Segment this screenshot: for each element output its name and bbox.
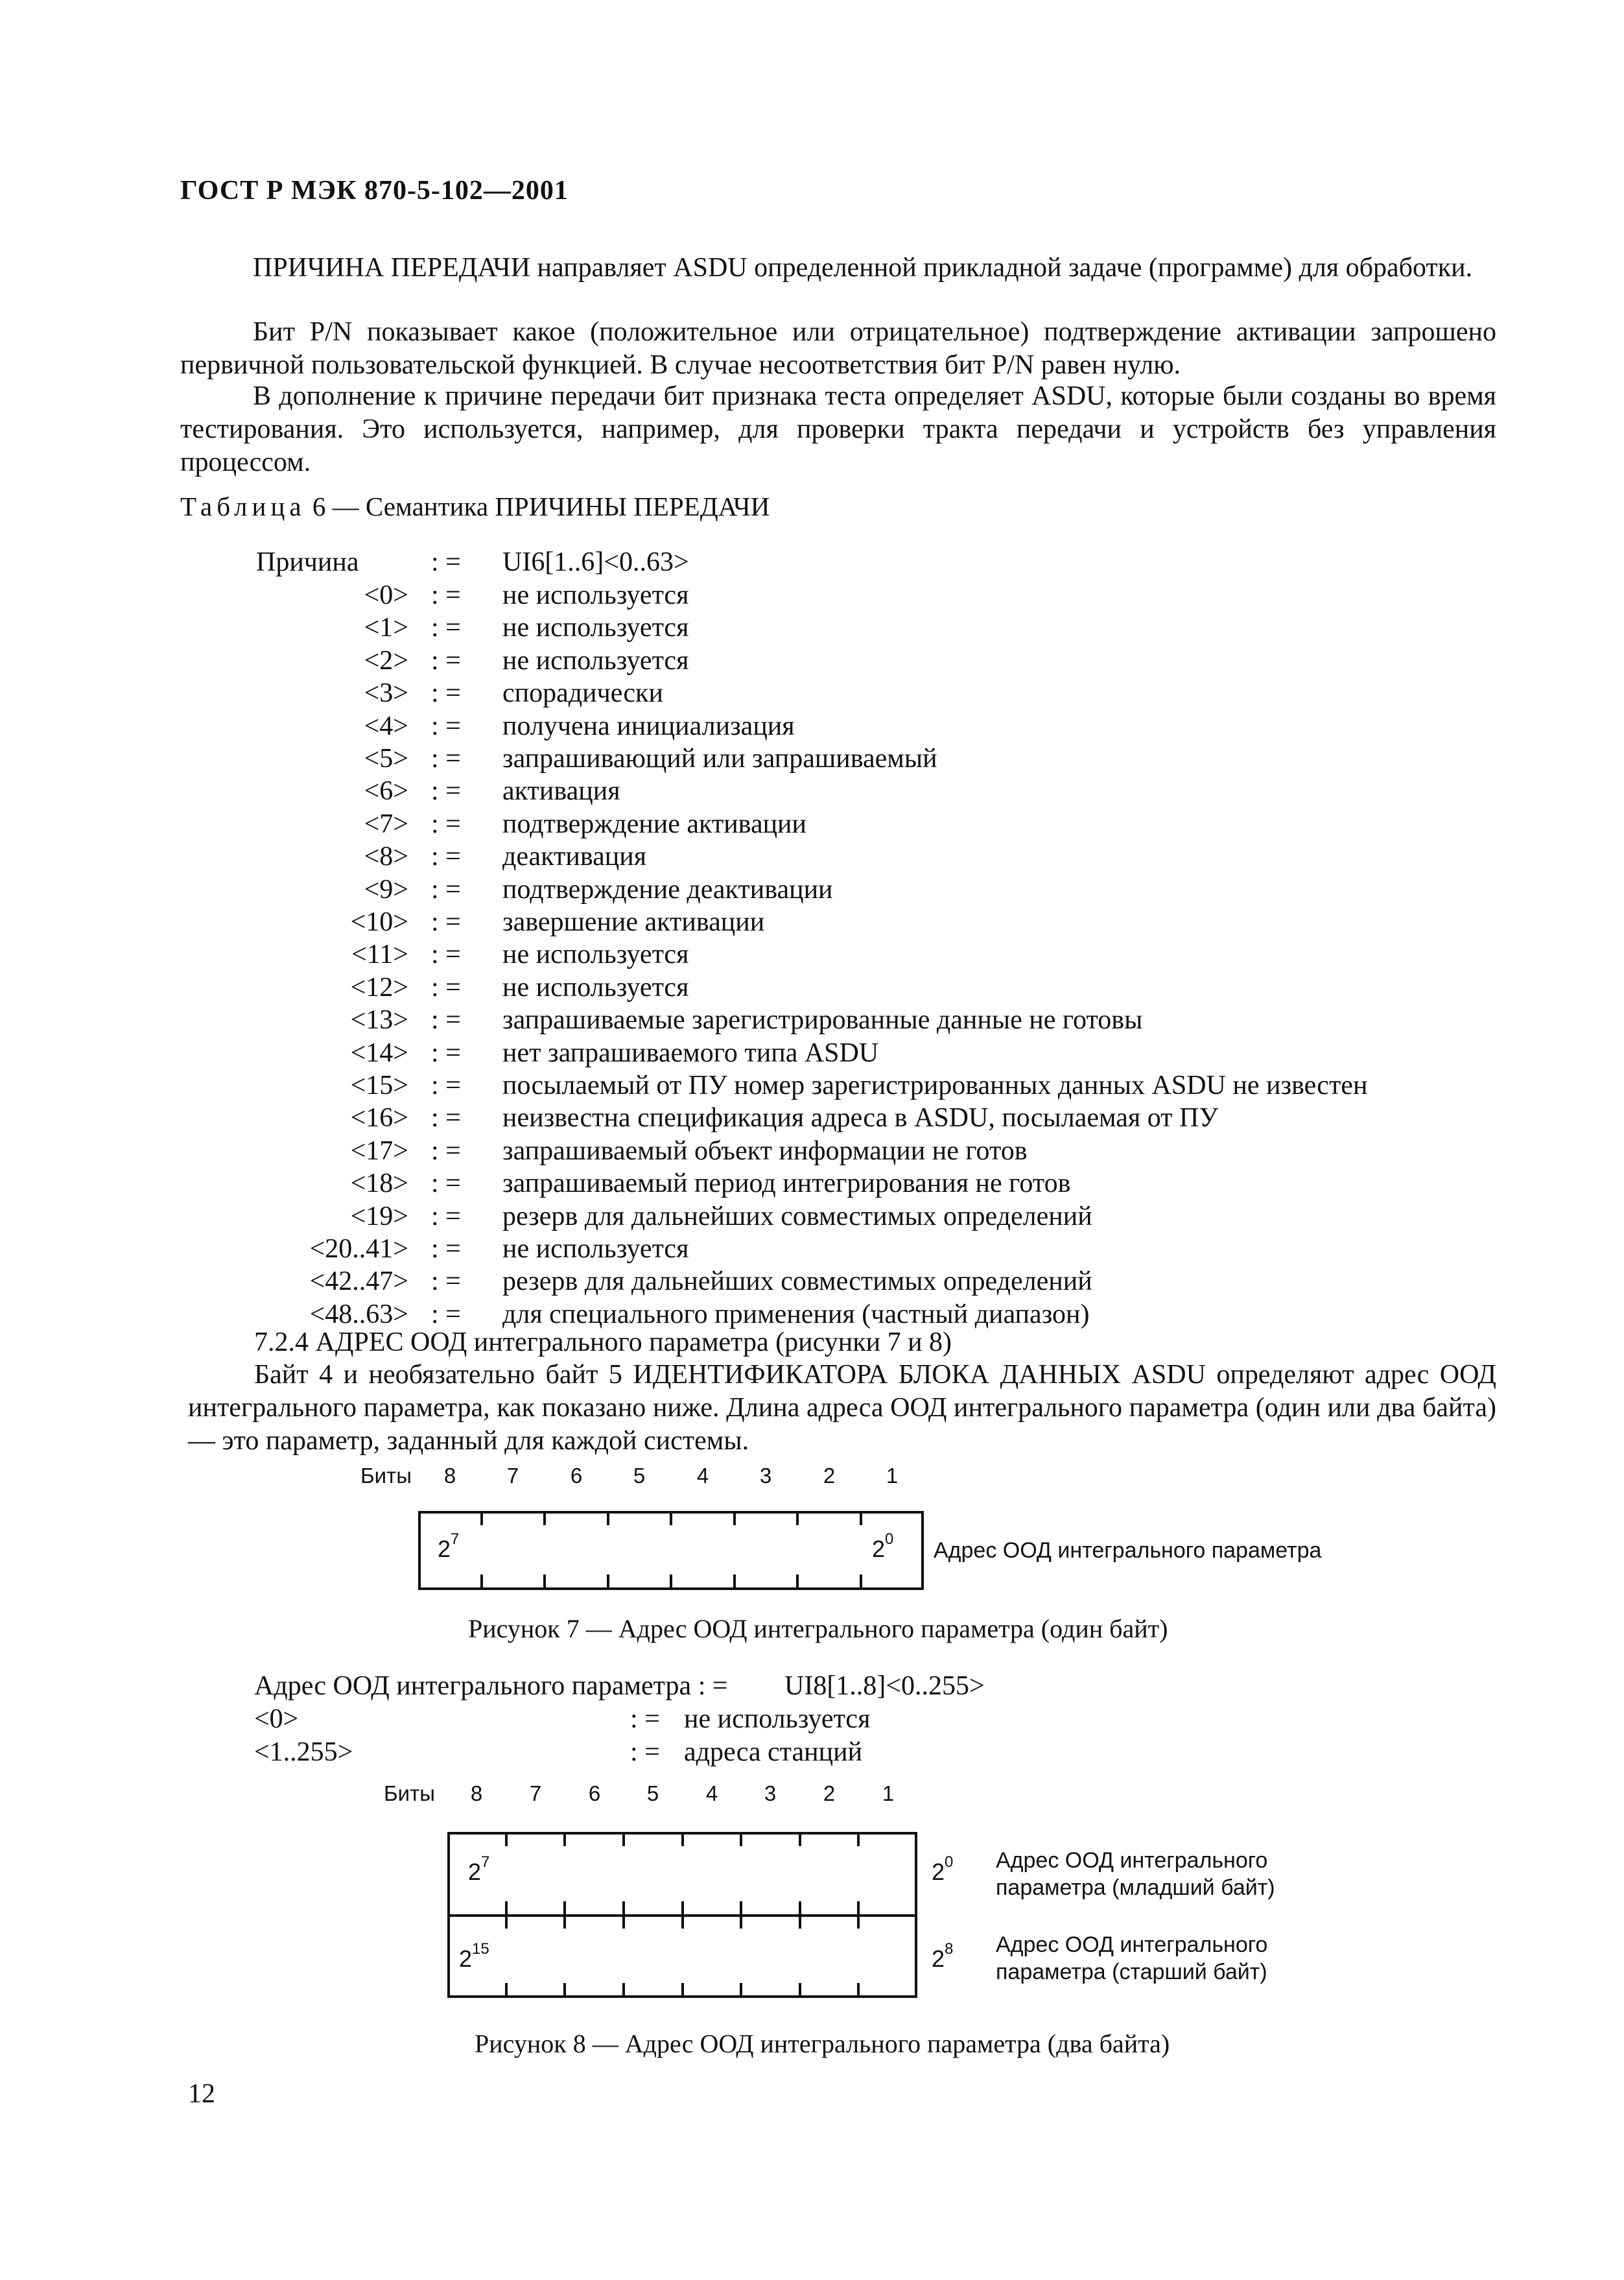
table-row-meaning: запрашиваемый объект информации не готов	[502, 1136, 1028, 1166]
table-row-meaning: нет запрашиваемого типа ASDU	[502, 1038, 879, 1068]
bit-number: 2	[823, 1464, 836, 1488]
table-row-code: <17>	[350, 1136, 408, 1166]
table-row-code: <1>	[364, 613, 408, 643]
address-def-assign: : =	[630, 1704, 660, 1734]
bit-tick	[740, 1901, 742, 1929]
table-row-meaning: запрашиваемые зарегистрированные данные не готовы	[502, 1005, 1143, 1035]
table-row-assign: : =	[431, 711, 461, 741]
table-row-meaning: получена инициализация	[502, 711, 795, 741]
table-row-code: <16>	[350, 1103, 408, 1133]
bit-tick	[799, 1901, 801, 1929]
bit-tick	[733, 1574, 736, 1589]
address-def-assign: : =	[630, 1737, 660, 1767]
table-head-assign: : =	[431, 547, 461, 577]
paragraph-cause-purpose: ПРИЧИНА ПЕРЕДАЧИ направляет ASDU определенной прикладной задаче (программе) для обработки.	[253, 253, 1473, 283]
bit-number: 7	[529, 1781, 542, 1805]
bit-tick	[740, 1832, 742, 1846]
table-row-code: <9>	[364, 875, 408, 905]
table-row-code: <15>	[350, 1071, 408, 1100]
address-def-head-label: Адрес ООД интегрального параметра : =	[254, 1671, 728, 1701]
page-number: 12	[188, 2079, 215, 2109]
table-row-assign: : =	[431, 1300, 461, 1329]
bit-number: 5	[646, 1781, 659, 1805]
section-paragraph: Байт 4 и необязательно байт 5 ИДЕНТИФИКАТОРА БЛОКА ДАННЫХ ASDU определяют адрес ООД интегрального параметра, как показано ниже. Длина адреса ООД интегрального параметра (один или два байта) — это параметр, заданный для каждой системы.	[188, 1360, 1496, 1456]
bit-tick	[543, 1511, 546, 1525]
bit-tick	[622, 1983, 625, 1997]
bit-number: 3	[759, 1464, 772, 1488]
table-row-code: <10>	[350, 907, 408, 937]
table-row-code: <3>	[364, 678, 408, 708]
bit-tick	[799, 1983, 801, 1997]
bit-tick	[563, 1901, 566, 1929]
table-row-assign: : =	[431, 613, 461, 643]
address-def-head-value: UI8[1..8]<0..255>	[784, 1671, 985, 1701]
table-row-assign: : =	[431, 1038, 461, 1068]
table-row-code: <5>	[364, 744, 408, 774]
table-row-assign: : =	[431, 580, 461, 610]
address-def-meaning: не используется	[684, 1704, 871, 1734]
bit-tick	[796, 1511, 799, 1525]
bits-label: Биты	[360, 1464, 412, 1488]
figure-8-high-byte-label: Адрес ООД интегрального параметра (старший байт)	[996, 1932, 1268, 1984]
table-row-meaning: не используется	[502, 1234, 689, 1264]
row1-msb-weight: $2^7$	[468, 1853, 490, 1885]
table-row-assign: : =	[431, 1202, 461, 1231]
bit-tick	[607, 1574, 609, 1589]
table-row-code: <7>	[364, 809, 408, 839]
lsb-weight: $2^0$	[872, 1530, 894, 1562]
bit-number: 1	[886, 1464, 899, 1488]
table-row-code: <2>	[364, 646, 408, 676]
address-def-meaning: адреса станций	[684, 1737, 863, 1767]
figure-7-caption: Рисунок 7 — Адрес ООД интегрального параметра (один байт)	[468, 1614, 1168, 1643]
paragraph-pn-bit: Бит P/N показывает какое (положительное или отрицательное) подтверждение активации запрошено первичной пользовательской функцией. В случае несоответствия бит P/N равен нулю.	[180, 317, 1496, 380]
table-row-assign: : =	[431, 1234, 461, 1264]
table-row-meaning: посылаемый от ПУ номер зарегистрированных данных ASDU не известен	[502, 1071, 1368, 1100]
table-row-code: <48..63>	[309, 1300, 408, 1329]
table-row-meaning: завершение активации	[502, 907, 765, 937]
table-row-meaning: спорадически	[502, 678, 663, 708]
table-row-meaning: неизвестна спецификация адреса в ASDU, посылаемая от ПУ	[502, 1103, 1219, 1133]
figure-8-low-byte-label: Адрес ООД интегрального параметра (младший байт)	[996, 1848, 1275, 1900]
bits-label: Биты	[384, 1781, 435, 1805]
section-heading: 7.2.4 АДРЕС ООД интегрального параметра (рисунки 7 и 8)	[254, 1327, 952, 1357]
table-row-meaning: резерв для дальнейших совместимых определений	[502, 1202, 1092, 1231]
table-row-code: <4>	[364, 711, 408, 741]
bit-number: 4	[696, 1464, 709, 1488]
bit-number: 1	[882, 1781, 895, 1805]
table-row-code: <20..41>	[309, 1234, 408, 1264]
figure-8-caption: Рисунок 8 — Адрес ООД интегрального параметра (два байта)	[475, 2029, 1170, 2058]
bit-tick	[857, 1901, 860, 1929]
bit-tick	[799, 1832, 801, 1846]
table-row-code: <12>	[350, 973, 408, 1003]
bit-tick	[505, 1901, 508, 1929]
bit-number: 3	[764, 1781, 777, 1805]
bit-tick	[733, 1511, 736, 1525]
table-row-code: <42..47>	[309, 1266, 408, 1296]
table-row-assign: : =	[431, 809, 461, 839]
table-row-meaning: запрашиваемый период интегрирования не готов	[502, 1169, 1071, 1198]
bit-tick	[860, 1574, 862, 1589]
row2-msb-weight: $2^{15}$	[459, 1940, 489, 1972]
table-row-assign: : =	[431, 907, 461, 937]
bit-number: 6	[588, 1781, 601, 1805]
bit-tick	[505, 1983, 508, 1997]
table-row-assign: : =	[431, 744, 461, 774]
bit-number: 5	[633, 1464, 646, 1488]
bit-tick	[681, 1901, 684, 1929]
table-row-assign: : =	[431, 1136, 461, 1166]
table-row-code: <6>	[364, 776, 408, 806]
table-row-meaning: деактивация	[502, 842, 647, 872]
bit-tick	[622, 1901, 625, 1929]
table-row-code: <13>	[350, 1005, 408, 1035]
table-row-assign: : =	[431, 875, 461, 905]
row1-lsb-weight: $2^0$	[932, 1853, 954, 1885]
bit-tick	[681, 1832, 684, 1846]
paragraph-test-bit: В дополнение к причине передачи бит признака теста определяет ASDU, которые были созданы во время тестирования. Это используется, например, для проверки тракта передачи и устройств без управления процессом.	[180, 381, 1496, 477]
table-row-code: <14>	[350, 1038, 408, 1068]
bit-number: 2	[823, 1781, 836, 1805]
table-row-assign: : =	[431, 776, 461, 806]
address-def-code: <0>	[254, 1704, 299, 1734]
table-caption: Таблица 6 — Семантика ПРИЧИНЫ ПЕРЕДАЧИ	[180, 492, 770, 521]
bit-tick	[622, 1832, 625, 1846]
bit-tick	[857, 1832, 860, 1846]
msb-weight: $2^7$	[438, 1530, 460, 1562]
table-row-assign: : =	[431, 973, 461, 1003]
table-row-assign: : =	[431, 1005, 461, 1035]
address-def-code: <1..255>	[254, 1737, 353, 1767]
table-row-meaning: не используется	[502, 646, 689, 676]
table-row-assign: : =	[431, 940, 461, 969]
table-row-assign: : =	[431, 678, 461, 708]
bit-number: 6	[570, 1464, 583, 1488]
table-row-code: <18>	[350, 1169, 408, 1198]
table-row-meaning: запрашивающий или запрашиваемый	[502, 744, 937, 774]
document-header: ГОСТ Р МЭК 870-5-102—2001	[180, 176, 569, 206]
table-head-label: Причина	[256, 547, 359, 577]
bit-tick	[505, 1832, 508, 1846]
table-row-code: <19>	[350, 1202, 408, 1231]
bit-tick	[857, 1983, 860, 1997]
bit-tick	[607, 1511, 609, 1525]
table-row-meaning: не используется	[502, 613, 689, 643]
table-row-assign: : =	[431, 1071, 461, 1100]
table-row-assign: : =	[431, 842, 461, 872]
table-head-value: UI6[1..6]<0..63>	[502, 547, 689, 577]
bit-tick	[670, 1574, 672, 1589]
bit-number: 8	[443, 1464, 456, 1488]
bit-tick	[796, 1574, 799, 1589]
bit-tick	[740, 1983, 742, 1997]
table-row-meaning: для специального применения (частный диапазон)	[502, 1300, 1090, 1329]
bit-tick	[860, 1511, 862, 1525]
bit-tick	[563, 1983, 566, 1997]
table-row-meaning: активация	[502, 776, 620, 806]
table-row-code: <11>	[351, 940, 408, 969]
table-row-meaning: не используется	[502, 940, 689, 969]
figure-7-side-label: Адрес ООД интегрального параметра	[934, 1538, 1322, 1563]
table-row-assign: : =	[431, 1266, 461, 1296]
table-row-code: <8>	[364, 842, 408, 872]
table-row-meaning: не используется	[502, 973, 689, 1003]
table-row-code: <0>	[364, 580, 408, 610]
bit-tick	[480, 1574, 483, 1589]
bit-tick	[670, 1511, 672, 1525]
table-row-meaning: резерв для дальнейших совместимых определений	[502, 1266, 1092, 1296]
bit-tick	[563, 1832, 566, 1846]
bit-tick	[543, 1574, 546, 1589]
table-row-meaning: не используется	[502, 580, 689, 610]
row2-lsb-weight: $2^8$	[932, 1940, 954, 1972]
bit-number: 8	[470, 1781, 483, 1805]
bit-tick	[681, 1983, 684, 1997]
table-row-assign: : =	[431, 646, 461, 676]
table-row-meaning: подтверждение активации	[502, 809, 807, 839]
bit-number: 7	[506, 1464, 519, 1488]
table-row-assign: : =	[431, 1103, 461, 1133]
table-row-assign: : =	[431, 1169, 461, 1198]
table-row-meaning: подтверждение деактивации	[502, 875, 833, 905]
bit-number: 4	[705, 1781, 718, 1805]
bit-tick	[480, 1511, 483, 1525]
